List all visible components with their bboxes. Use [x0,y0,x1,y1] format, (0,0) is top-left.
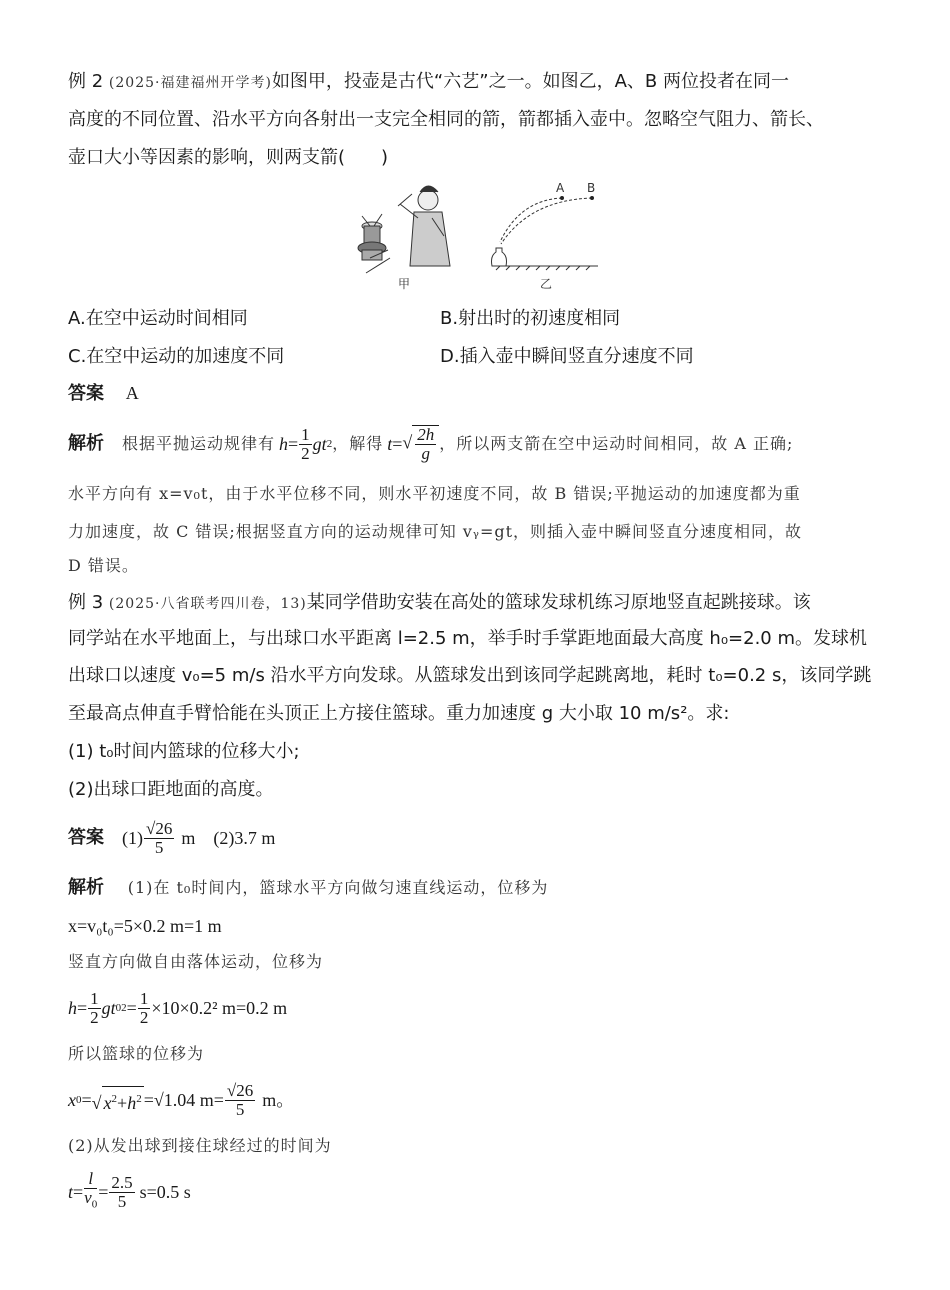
ex2-line1 [68,70,789,95]
sqrt-2h-over-g: √ $\frac{2h}{g}$ [402,425,439,463]
option-a[interactable]: A.在空中运动时间相同 [68,308,248,329]
ex3-source: (2025·八省联考四川卷，13) [108,596,307,612]
fraction-half: $\frac{1}{2}$ [301,424,310,463]
fig-yi-label: 乙 [540,277,553,291]
ex3-text1: 某同学借助安装在高处的篮球发球机练习原地竖直起跳接球。该 [306,592,811,613]
ex3-s1: (1)在 t₀时间内，篮球水平方向做匀速直线运动，位移为 [127,878,549,897]
ex3-question1: (1) t₀时间内篮球的位移大小; [68,741,300,762]
ex2-text1: 如图甲，投壶是古代“六艺”之一。如图乙，A、B 两位投者在同一 [271,71,789,92]
ex3-answer-label: 答案 [68,827,104,848]
ex2-line2: 高度的不同位置、沿水平方向各射出一支完全相同的箭，箭都插入壶中。忽略空气阻力、箭长、 [68,109,824,130]
option-c[interactable]: C.在空中运动的加速度不同 [68,346,285,367]
point-b [590,196,594,200]
ex3-s6: x 0 = √ $x^2+h^2$ = √1.04 m= $\frac{√26}{5}$ m。 [68,1080,295,1119]
ex2-label: 例 2 [68,71,104,92]
ex3-s3: 竖直方向做自由落体运动，位移为 [68,952,324,971]
fig-jia-label: 甲 [398,277,411,291]
ex2-a1-post: ，所以两支箭在空中运动时间相同，故 A 正确; [439,434,794,453]
ex3-s8-tail: s=0.5 s [139,1182,191,1202]
ex3-s4: h = $\frac{1}{2}$ gt 0 2 = $\frac{1}{2}$ ×10×0.2² m=0.2 m [68,988,288,1027]
ex3-ans1-pre: (1) [122,828,143,848]
option-d[interactable]: D.插入壶中瞬间竖直分速度不同 [440,346,694,367]
ex2-analysis-label: 解析 [68,433,104,454]
ex2-analysis-line4: D 错误。 [68,556,139,575]
ex3-ans2: (2)3.7 m [213,828,276,848]
ex2-answer-label: 答案 [68,383,104,404]
ex3-line1 [68,591,811,616]
projectile-figure [340,178,610,296]
ex3-s8: t = $\frac{l}{v_0}$ = $\frac{2.5}{5}$ s=0.5 s [68,1169,191,1211]
ex2-analysis-line3: 力加速度，故 C 错误;根据竖直方向的运动规律可知 vᵧ=gt，则插入壶中瞬间竖直分速度相同，故 [68,522,803,541]
ex3-analysis-label: 解析 [68,877,104,898]
ex3-line2: 同学站在水平地面上，与出球口水平距离 l=2.5 m，举手时手掌距地面最大高度 h₀=2.0 m。发球机 [68,628,867,649]
ex2-answer-line [68,381,139,406]
ex3-s6-unit: m。 [262,1090,295,1110]
ex3-line3: 出球口以速度 v₀=5 m/s 沿水平方向发球。从篮球发出到该同学起跳离地，耗时 t₀=0.2 s，该同学跳 [68,665,872,686]
ex3-ans1-unit: m [181,828,196,848]
ex3-s4-tail: ×10×0.2² m=0.2 m [151,998,288,1018]
trajectory-a [500,198,562,242]
ex3-s7: (2)从发出球到接住球经过的时间为 [68,1136,332,1155]
ex2-a1-pre: 根据平抛运动规律有 [122,434,276,453]
pot-figure-jia [358,214,390,273]
point-b-label: B [587,181,596,195]
ex3-s2: x=v₀t₀=5×0.2 m=1 m [68,916,222,936]
trajectory-b [501,198,592,244]
ex2-line3: 壶口大小等因素的影响，则两支箭( ) [68,147,389,168]
ex3-ans1-fraction: $\frac{√26}{5}$ [146,818,173,857]
ex2-analysis-line2: 水平方向有 x=v₀t，由于水平位移不同，则水平初速度不同，故 B 错误;平抛运动的加速度都为重 [68,484,801,503]
ex2-analysis-line1: 解析 根据平抛运动规律有 h = $\frac{1}{2}$ gt 2 ，解得 t = √ $\frac{2h}{g}$ ，所以两支箭在空中运动时间相同，故 A 正确; [68,424,794,463]
point-a-label: A [556,181,565,195]
ex2-source: (2025·福建福州开学考) [108,75,272,91]
ex3-label: 例 3 [68,592,104,613]
ex2-a1-mid: ，解得 [332,434,384,453]
ex3-s6-mid: √1.04 m= [153,1090,224,1110]
point-a [560,196,564,200]
ex3-s5: 所以篮球的位移为 [68,1044,205,1063]
ex3-question2: (2)出球口距地面的高度。 [68,779,274,800]
option-b[interactable]: B.射出时的初速度相同 [440,308,621,329]
person-figure-jia [398,186,450,266]
ex2-answer: A [125,383,139,403]
ex3-line4: 至最高点伸直手臂恰能在头顶正上方接住篮球。重力加速度 g 大小取 10 m/s²。求: [68,703,730,724]
ex3-answer-line [68,818,275,858]
ex3-analysis-line1 [68,876,548,900]
ground-figure-yi [492,248,599,270]
